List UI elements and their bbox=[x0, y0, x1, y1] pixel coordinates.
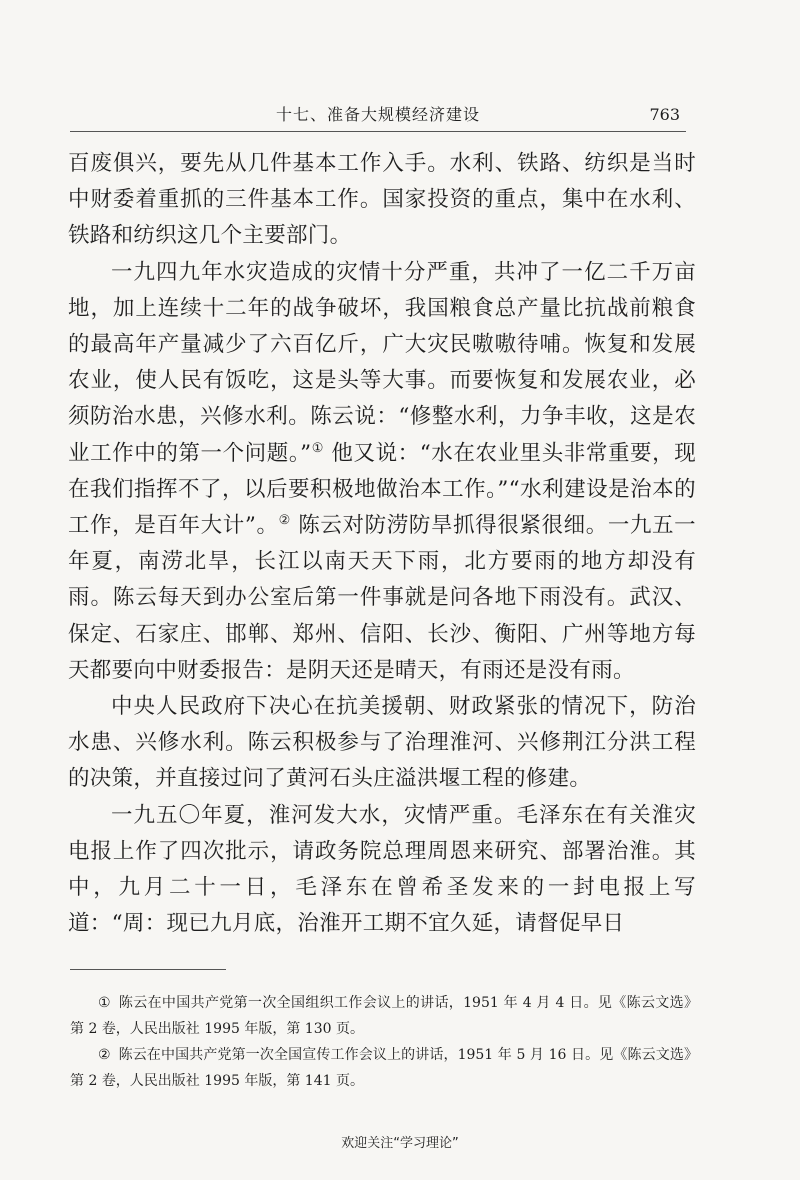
chapter-title: 十七、准备大规模经济建设 bbox=[275, 105, 480, 124]
footnote-2-text: 陈云在中国共产党第一次全国宣传工作会议上的讲话，1951 年 5 月 16 日。见《陈云文选》第 2 卷，人民出版社 1995 年版，第 141 页。 bbox=[70, 1047, 698, 1089]
page-number: 763 bbox=[649, 105, 680, 124]
footnote-1-mark: ① bbox=[98, 995, 111, 1011]
footnote-rule bbox=[70, 969, 226, 970]
paragraph-3: 中央人民政府下决心在抗美援朝、财政紧张的情况下，防治水患、兴修水利。陈云积极参与了治理淮河、兴修荆江分洪工程的决策，并直接过问了黄河石头庄溢洪堰工程的修建。 bbox=[68, 694, 696, 792]
paragraph-2-part-b: 他又说：“水在农业里头非常重要，现在我们指挥不了，以后要积极地做治本工作。”“水利建设是治本的工作，是百年大计”。 bbox=[68, 440, 697, 539]
footnote-2 bbox=[70, 1042, 698, 1094]
footnote-1 bbox=[70, 990, 698, 1042]
watermark-text: 欢迎关注“学习理论” bbox=[341, 1136, 459, 1151]
footnote-2-mark: ② bbox=[98, 1047, 111, 1063]
header-rule bbox=[70, 131, 686, 132]
body-text bbox=[68, 146, 696, 942]
footnote-1-text: 陈云在中国共产党第一次全国组织工作会议上的讲话，1951 年 4 月 4 日。见《陈云文选》第 2 卷，人民出版社 1995 年版，第 130 页。 bbox=[70, 995, 698, 1037]
running-header bbox=[70, 103, 686, 133]
footnote-ref-1[interactable]: ① bbox=[311, 440, 324, 456]
paragraph-1: 百废俱兴，要先从几件基本工作入手。水利、铁路、纺织是当时中财委着重抓的三件基本工作。国家投资的重点，集中在水利、铁路和纺织这几个主要部门。 bbox=[68, 151, 696, 249]
footnote-ref-2[interactable]: ② bbox=[278, 512, 291, 528]
footnotes bbox=[70, 990, 698, 1094]
paragraph-4: 一九五〇年夏，淮河发大水，灾情严重。毛泽东在有关淮灾电报上作了四次批示，请政务院总理周恩来研究、部署治淮。其中，九月二十一日，毛泽东在曾希圣发来的一封电报上写道：“周：现已九月底，治淮开工期不宜久延，请督促早日 bbox=[68, 802, 696, 937]
paragraph-2-part-a: 一九四九年水灾造成的灾情十分严重，共冲了一亿二千万亩地，加上连续十二年的战争破坏，我国粮食总产量比抗战前粮食的最高年产量减少了六百亿斤，广大灾民嗷嗷待哺。恢复和发展农业，使人民有饭吃，这是头等大事。而要恢复和发展农业，必须防治水患，兴修水利。陈云说：“修整水利，力争丰收，这是农业工作中的第一个问题。” bbox=[68, 259, 696, 466]
paragraph-2-part-c: 陈云对防涝防旱抓得很紧很细。一九五一年夏，南涝北旱，长江以南天天下雨，北方要雨的地方却没有雨。陈云每天到办公室后第一件事就是问各地下雨没有。武汉、保定、石家庄、邯郸、郑州、信阳、长沙、衡阳、广州等地方每天都要向中财委报告：是阴天还是晴天，有雨还是没有雨。 bbox=[68, 513, 696, 683]
paragraph-2 bbox=[68, 255, 696, 689]
